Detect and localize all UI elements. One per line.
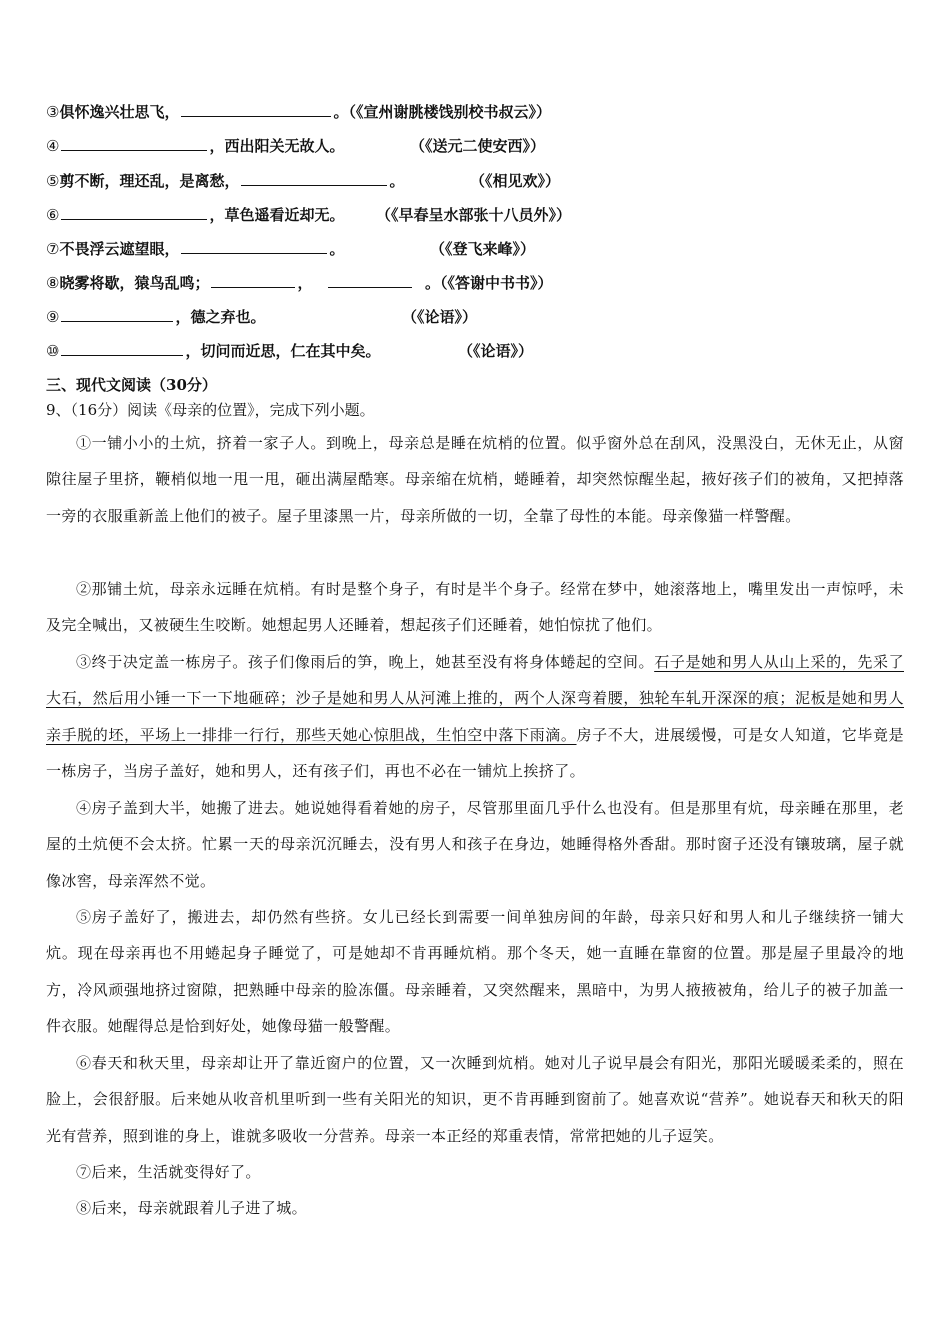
poem-source: （《论语》） [402, 308, 478, 326]
passage-paragraph-5: ⑤房子盖好了，搬进去，却仍然有些挤。女儿已经长到需要一间单独房间的年龄，母亲只好和男人和儿子继续挤一铺大炕。现在母亲再也不用蜷起身子睡觉了，可是她却不肯再睡炕梢。那个冬天，她一直睡在靠窗的位置。那是屋子里最冷的地方，冷风顽强地挤过窗隙，把熟睡中母亲的脸冻僵。母亲睡着，又突然醒来，黑暗中，为男人掖掖被角，给儿子的被子加盖一件衣服。她醒得总是恰到好处，她像母猫一般警醒。 [46, 908, 904, 1036]
answer-blank[interactable] [61, 136, 207, 151]
poem-text-after: ，切问而近思，仁在其中矣。 [185, 342, 381, 360]
poem-text-after: 。 [333, 103, 349, 121]
poem-text-after: 。 [389, 172, 405, 190]
answer-blank-2[interactable] [328, 273, 412, 288]
item-number: ④ [46, 137, 60, 155]
item-number: ⑩ [46, 342, 60, 360]
passage-paragraph-2: ②那铺土炕，母亲永远睡在炕梢。有时是整个身子，有时是半个身子。经常在梦中，她滚落地上，嘴里发出一声惊呼，未及完全喊出，又被硬生生咬断。她想起男人还睡着，想起孩子们还睡着，她怕惊扰了他们。 [46, 580, 904, 635]
poem-text-after: 。 [329, 240, 345, 258]
question-prompt: 9、（16分）阅读《母亲的位置》，完成下列小题。 [46, 401, 375, 419]
poem-text-after: ，西出阳关无故人。 [209, 137, 345, 155]
item-number: ⑤ [46, 172, 60, 190]
item-number: ③ [46, 103, 60, 121]
poem-source: （《早春呈水部张十八员外》） [376, 206, 572, 224]
poem-source: （《相见欢》） [470, 172, 561, 190]
paragraph-text: ③终于决定盖一栋房子。孩子们像雨后的笋，晚上，她甚至没有将身体蜷起的空间。 [76, 653, 655, 671]
poem-text-mid: ， [297, 274, 313, 292]
item-number: ⑥ [46, 206, 60, 224]
poem-source: （《论语》） [458, 342, 534, 360]
poem-line-3 [46, 102, 551, 122]
answer-blank[interactable] [61, 307, 173, 322]
poem-text-after: ，德之弃也。 [175, 308, 266, 326]
answer-blank[interactable] [181, 102, 331, 117]
item-number: ⑨ [46, 308, 60, 326]
poem-text-after: 。 [424, 274, 440, 292]
poem-text: 晓雾将歇，猿鸟乱鸣； [59, 274, 210, 292]
passage-paragraph-8: ⑧后来，母亲就跟着儿子进了城。 [76, 1199, 308, 1217]
answer-blank[interactable] [241, 171, 387, 186]
poem-source: （《答谢中书书》） [439, 274, 553, 292]
answer-blank[interactable] [181, 239, 327, 254]
passage-paragraph-7: ⑦后来，生活就变得好了。 [76, 1163, 261, 1181]
paragraph-text-after: 房子不大，进展缓慢，可是女人知道，它毕竟是一栋房子，当房子盖好，她和男人，还有孩子们，再也不必在一铺炕上挨挤了。 [46, 725, 905, 781]
answer-blank[interactable] [61, 205, 207, 220]
poem-line-8 [46, 273, 552, 293]
poem-line-6 [46, 205, 572, 225]
answer-blank[interactable] [61, 341, 183, 356]
poem-source: （《宣州谢朓楼饯别校书叔云》） [348, 103, 551, 121]
poem-text: 不畏浮云遮望眼， [59, 240, 180, 258]
passage-paragraph-6: ⑥春天和秋天里，母亲却让开了靠近窗户的位置，又一次睡到炕梢。她对儿子说早晨会有阳光，那阳光暖暖柔柔的，照在脸上，会很舒服。后来她从收音机里听到一些有关阳光的知识，更不肯再睡到窗前了。她喜欢说“营养”。她说春天和秋天的阳光有营养，照到谁的身上，谁就多吸收一分营养。母亲一本正经的郑重表情，常常把她的儿子逗笑。 [46, 1054, 904, 1145]
passage-paragraph-3 [46, 644, 904, 790]
poem-line-7 [46, 239, 536, 259]
underlined-passage: 石子是她和男人从山上采的，先采了大石，然后用小锤一下一下地砸碎；沙子是她和男人从河滩上推的，两个人深弯着腰，独轮车轧开深深的痕；泥板是她和男人亲手脱的坯，平场上一排排一行行，那些天她心惊胆战，生怕空中落下雨滴。 [46, 653, 904, 744]
item-number: ⑧ [46, 274, 60, 292]
poem-line-5 [46, 171, 561, 191]
passage-paragraph-4: ④房子盖到大半，她搬了进去。她说她得看着她的房子，尽管那里面几乎什么也没有。但是那里有炕，母亲睡在那里，老屋的土炕便不会太挤。忙累一天的母亲沉沉睡去，没有男人和孩子在身边，她睡得格外香甜。那时窗子还没有镶玻璃，屋子就像冰窖，母亲浑然不觉。 [46, 799, 904, 890]
poem-text: 俱怀逸兴壮思飞， [59, 103, 180, 121]
poem-line-4 [46, 136, 546, 156]
poem-text-after: ，草色遥看近却无。 [209, 206, 345, 224]
section-title: 三、现代文阅读（30分） [46, 376, 217, 394]
answer-blank-1[interactable] [211, 273, 295, 288]
poem-text: 剪不断，理还乱，是离愁， [59, 172, 240, 190]
poem-line-9 [46, 307, 478, 327]
passage-paragraph-1: ①一铺小小的土炕，挤着一家子人。到晚上，母亲总是睡在炕梢的位置。似乎窗外总在刮风，没黑没白，无休无止，从窗隙往屋子里挤，鞭梢似地一甩一甩，砸出满屋酷寒。母亲缩在炕梢，蜷睡着，却突然惊醒坐起，掖好孩子们的被角，又把掉落一旁的衣服重新盖上他们的被子。屋子里漆黑一片，母亲所做的一切，全靠了母性的本能。母亲像猫一样警醒。 [46, 434, 904, 525]
poem-source: （《送元二使安西》） [410, 137, 546, 155]
poem-line-10 [46, 341, 534, 361]
poem-source: （《登飞来峰》） [430, 240, 536, 258]
item-number: ⑦ [46, 240, 60, 258]
